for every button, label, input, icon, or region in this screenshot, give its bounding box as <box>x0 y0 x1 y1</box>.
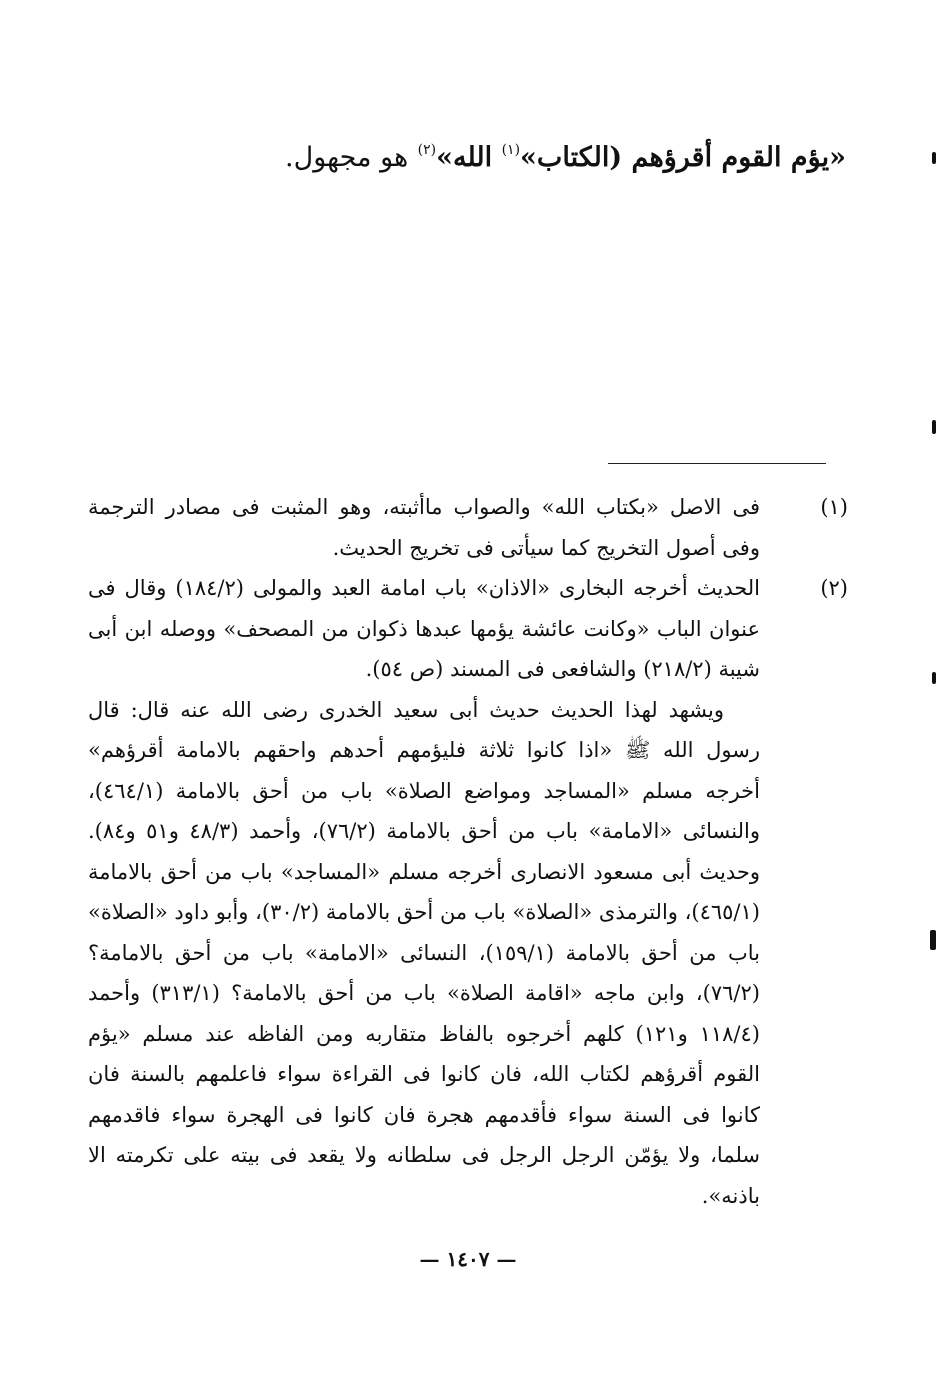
footnote-ref-2: (٢) <box>417 142 437 158</box>
footnote-ref-1: (١) <box>501 142 521 158</box>
footnote-paragraph: الحديث أخرجه البخارى «الاذان» باب امامة العبد والمولى (١٨٤/٢) وقال فى عنوان الباب «وكانت عائشة يؤمها عبدها ذكوان من المصحف» ووصله ابن أبى شيبة (٢١٨/٢) والشافعى فى المسند (ص ٥٤). <box>88 576 761 681</box>
footnote-number: (٢) <box>820 576 848 600</box>
footnote-2 <box>88 568 848 1216</box>
scan-edge-mark <box>932 152 936 164</box>
scan-edge-mark <box>932 672 936 684</box>
footnote-1 <box>88 487 848 568</box>
main-text-rest: هو مجهول. <box>285 142 409 173</box>
footnote-paragraph: ويشهد لهذا الحديث حديث أبى سعيد الخدرى رضى الله عنه قال: قال رسول الله ﷺ «اذا كانوا ثلاثة فليؤمهم أحدهم واحقهم بالامامة أقرؤهم» أخرجه مسلم «المساجد ومواضع الصلاة» باب من أحق بالامامة (٤٦٤/١)، والنسائى «الامامة» باب من أحق بالامامة (٧٦/٢)، وأحمد (٤٨/٣ و٥١ و٨٤). وحديث أبى مسعود الانصارى أخرجه مسلم «المساجد» باب من أحق بالامامة (٤٦٥/١)، والترمذى «الصلاة» باب من أحق بالامامة (٣٠/٢)، وأبو داود «الصلاة» باب من أحق بالامامة (١٥٩/١)، النسائى «الامامة» باب من أحق بالامامة؟ (٧٦/٢)، وابن ماجه «اقامة الصلاة» باب من أحق بالامامة؟ (٣١٣/١) وأحمد (١١٨/٤ و١٢١) كلهم أخرجوه بالفاظ متقاربه ومن الفاظه عند مسلم «يؤم القوم أقرؤهم لكتاب الله، فان كانوا فى القراءة سواء فاعلمهم بالسنة فان كانوا فى السنة سواء فأقدمهم هجرة فان كانوا فى الهجرة سواء فاقدمهم سلما، ولا يؤمّن الرجل الرجل فى سلطانه ولا يقعد فى بيته على تكرمته الا باذنه». <box>88 697 760 1208</box>
footnote-body <box>88 568 760 1216</box>
scan-edge-mark <box>932 420 936 434</box>
footnote-separator <box>608 463 826 464</box>
page-number: — ١٤٠٧ — <box>419 1247 517 1271</box>
footnote-number: (١) <box>820 495 848 519</box>
scan-edge-mark <box>930 930 936 950</box>
footnotes <box>88 487 848 1216</box>
hadith-quote-end: الله» <box>436 142 493 173</box>
main-text-line <box>126 128 846 180</box>
footnote-paragraph: فى الاصل «بكتاب الله» والصواب ماأثبته، وهو المثبت فى مصادر الترجمة وفى أصول التخريج كما سيأتى فى تخريج الحديث. <box>88 495 760 560</box>
hadith-quote: «يؤم القوم أقرؤهم (الكتاب» <box>520 142 846 173</box>
footnote-body <box>88 487 760 568</box>
